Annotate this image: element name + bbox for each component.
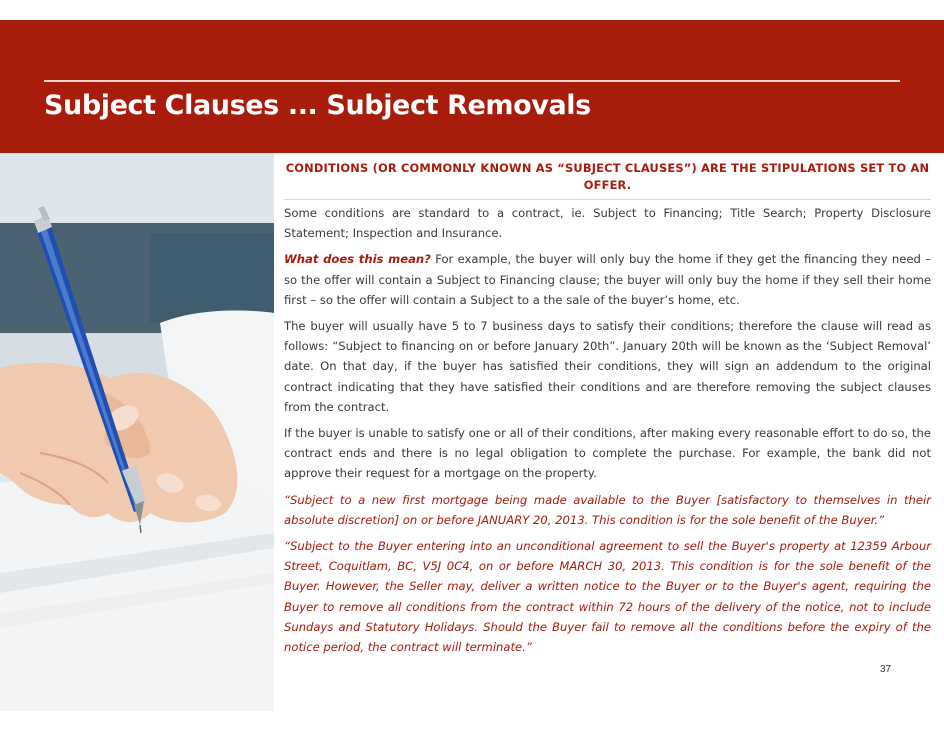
page-number: 37 (880, 664, 892, 675)
paragraph-unable-to-satisfy: If the buyer is unable to satisfy one or all of their conditions, after making every reasonable effort to do so, the contract ends and there is no legal obligation to complete the purchase. For example, the bank did not approve their request for a mortgage on the property. (284, 426, 931, 481)
section-heading: CONDITIONS (OR COMMONLY KNOWN AS “SUBJECT CLAUSES”) ARE THE STIPULATIONS SET TO AN OFFER. (284, 160, 931, 200)
question-lead: What does this mean? (284, 252, 431, 267)
paragraph-what-does-this-mean (284, 249, 931, 310)
clause-sale-of-home-example: “Subject to the Buyer entering into an unconditional agreement to sell the Buyer's property at 12359 Arbour Street, Coquitlam, BC, V5J 0C4, on or before MARCH 30, 2013. This condition is for the sole benefit of the Buyer. However, the Seller may, deliver a written notice to the Buyer or to the Buyer's agent, requiring the Buyer to remove all conditions from the contract within 72 hours of the delivery of the notice, not to include Sundays and Statutory Holidays. Should the Buyer fail to remove all the conditions before the expiry of the notice period, the contract will terminate.” (284, 539, 931, 655)
slide-title: Subject Clauses ... Subject Removals (44, 90, 591, 121)
slide-content (284, 160, 931, 663)
paragraph-standard-conditions: Some conditions are standard to a contract, ie. Subject to Financing; Title Search; Property Disclosure Statement; Inspection and Insurance. (284, 206, 931, 241)
title-rule (44, 80, 900, 82)
paragraph-explanation: For example, the buyer will only buy the home if they get the financing they need – so the offer will contain a Subject to Financing clause; the buyer will only buy the home if they sell their home first – so the offer will contain a Subject to a the sale of the buyer’s home, etc. (284, 252, 931, 307)
clause-financing-example: “Subject to a new first mortgage being made available to the Buyer [satisfactory to themselves in their absolute discretion] on or before JANUARY 20, 2013. This condition is for the sole benefit of the Buyer.” (284, 492, 931, 527)
title-banner (0, 20, 944, 153)
paragraph-subject-removal: The buyer will usually have 5 to 7 business days to satisfy their conditions; therefore the clause will read as follows: “Subject to financing on or before January 20th”. January 20th will be known as the ‘Subject Removal’ date. On that day, if the buyer has satisfied their conditions, they will sign an addendum to the original contract indicating that they have satisfied their conditions and are therefore removing the subject clauses from the contract. (284, 319, 931, 414)
hand-writing-photo (0, 153, 274, 711)
